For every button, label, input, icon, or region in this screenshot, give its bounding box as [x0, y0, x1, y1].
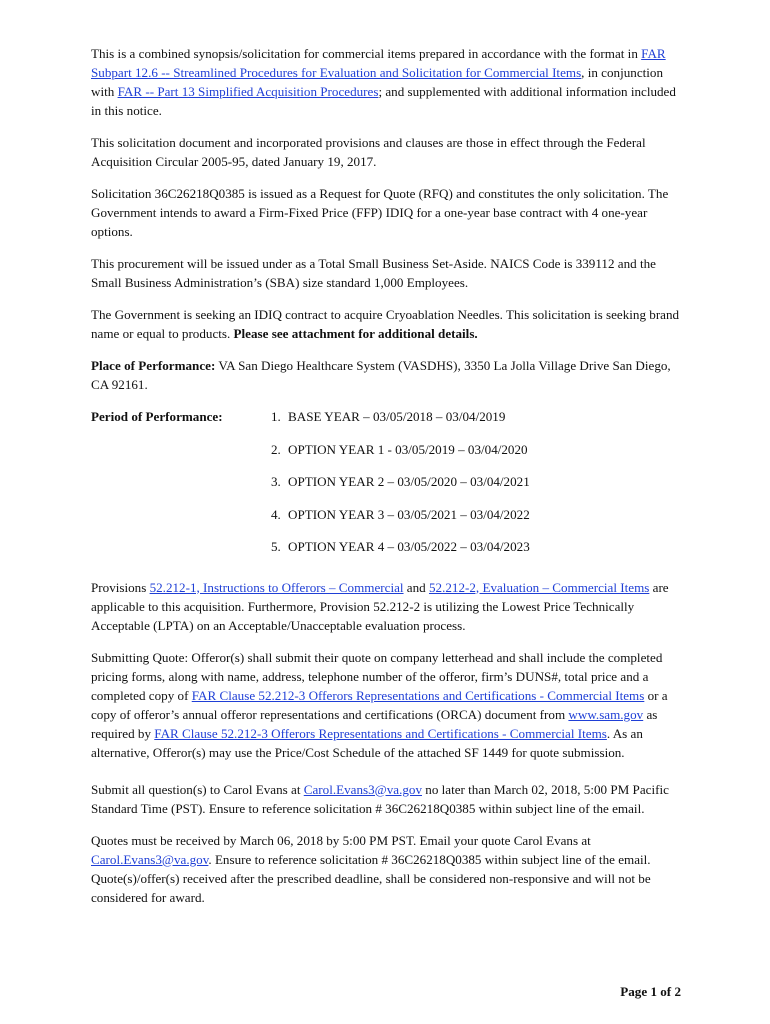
page-number: Page 1 of 2: [620, 984, 681, 999]
item-text: OPTION YEAR 4 – 03/05/2022 – 03/04/2023: [288, 539, 530, 554]
text: , in conjunction with: [91, 65, 663, 99]
attachment-note: Please see attachment for additional details.: [233, 326, 478, 341]
item-number: 2.: [271, 441, 281, 457]
item-number: 1.: [271, 409, 281, 424]
text: are applicable to this acquisition. Furthermore, Provision 52.212-2 is utilizing the Lowest Price Technically Acceptable (LPTA) on an Acceptable/Unacceptable evaluation process.: [91, 579, 669, 633]
list-item: [271, 505, 530, 538]
period-list: [271, 407, 530, 570]
list-item: [271, 407, 530, 440]
document-body: [91, 44, 681, 920]
paragraph-questions: [91, 780, 681, 818]
text: ; and supplemented with additional information included in this notice.: [91, 84, 676, 118]
paragraph-place-of-performance: [91, 356, 681, 394]
item-text: BASE YEAR – 03/05/2018 – 03/04/2019: [288, 409, 506, 424]
far-part-13-link[interactable]: FAR -- Part 13 Simplified Acquisition Procedures: [117, 84, 379, 99]
list-item: [271, 472, 530, 505]
text: . Ensure to reference solicitation # 36C26218Q0385 within subject line of the email. Quote(s)/offer(s) received after the prescribed deadline, shall be considered non-responsive and will not be considered for award.: [91, 851, 651, 905]
list-item: [271, 440, 530, 473]
list-item: [271, 537, 530, 570]
paragraph-synopsis: [91, 44, 681, 120]
item-text: OPTION YEAR 1 - 03/05/2019 – 03/04/2020: [288, 441, 528, 457]
text: or a copy of offeror’s annual offeror representations and certifications (ORCA) document from: [91, 687, 668, 722]
text: Provisions: [91, 579, 150, 595]
provision-52-212-1-link[interactable]: 52.212-1, Instructions to Offerors – Commercial: [149, 579, 404, 595]
text: This is a combined synopsis/solicitation for commercial items prepared in accordance with the format in: [91, 46, 642, 61]
text: Quotes must be received by March 06, 2018 by 5:00 PM PST. Email your quote Carol Evans at: [91, 832, 591, 848]
sam-gov-link[interactable]: www.sam.gov: [568, 706, 644, 722]
paragraph-deadline: [91, 831, 681, 907]
email-link[interactable]: Carol.Evans3@va.gov: [303, 781, 422, 797]
far-clause-52-212-3-link[interactable]: FAR Clause 52.212-3 Offerors Representations and Certifications - Commercial Items: [191, 687, 645, 703]
text: Submitting Quote: Offeror(s) shall submit their quote on company letterhead and shall include the completed pricing forms, along with name, address, telephone number of the offeror, firm’s DUNS#, total price and a completed copy of: [91, 649, 663, 703]
text: and: [403, 579, 429, 595]
place-label: Place of Performance:: [91, 358, 216, 373]
text: . As an alternative, Offeror(s) may use the Price/Cost Schedule of the attached SF 1449 for quote submission.: [91, 725, 643, 760]
email-link-2[interactable]: Carol.Evans3@va.gov: [91, 851, 209, 867]
paragraph-idiq: [91, 305, 681, 343]
item-number: 4.: [271, 506, 281, 522]
item-number: 5.: [271, 539, 281, 554]
item-text: OPTION YEAR 2 – 03/05/2020 – 03/04/2021: [288, 474, 530, 489]
text: Submit all question(s) to Carol Evans at: [91, 781, 304, 797]
far-clause-52-212-3-link-2[interactable]: FAR Clause 52.212-3 Offerors Representations and Certifications - Commercial Items: [154, 725, 607, 741]
period-label: Period of Performance:: [91, 409, 223, 424]
paragraph-fac: This solicitation document and incorporated provisions and clauses are those in effect through the Federal Acquisition Circular 2005-95, dated January 19, 2017.: [91, 135, 646, 169]
far-subpart-12-6-link[interactable]: FAR Subpart 12.6 -- Streamlined Procedures for Evaluation and Solicitation for Commercial Items: [91, 46, 666, 80]
text: The Government is seeking an IDIQ contract to acquire Cryoablation Needles. This solicitation is seeking brand name or equal to products.: [91, 307, 680, 341]
paragraph-set-aside: This procurement will be issued under as a Total Small Business Set-Aside. NAICS Code is 339112 and the Small Business Administration’s (SBA) size standard 1,000 Employees.: [91, 256, 656, 290]
place-text: VA San Diego Healthcare System (VASDHS), 3350 La Jolla Village Drive San Diego, CA 92161.: [91, 358, 671, 392]
item-text: OPTION YEAR 3 – 03/05/2021 – 03/04/2022: [288, 506, 530, 522]
text: no later than March 02, 2018, 5:00 PM Pacific Standard Time (PST). Ensure to reference solicitation # 36C26218Q0385 within subject line of the email.: [91, 781, 669, 816]
period-of-performance: [91, 407, 681, 570]
paragraph-solicitation: Solicitation 36C26218Q0385 is issued as a Request for Quote (RFQ) and constitutes the only solicitation. The Government intends to award a Firm-Fixed Price (FFP) IDIQ for a one-year base contract with 4 one-year options.: [91, 186, 669, 239]
paragraph-provisions: [91, 578, 681, 635]
item-number: 3.: [271, 474, 281, 489]
paragraph-submitting-quote: [91, 648, 681, 762]
provision-52-212-2-link[interactable]: 52.212-2, Evaluation – Commercial Items: [428, 579, 650, 595]
text: as required by: [91, 706, 658, 741]
